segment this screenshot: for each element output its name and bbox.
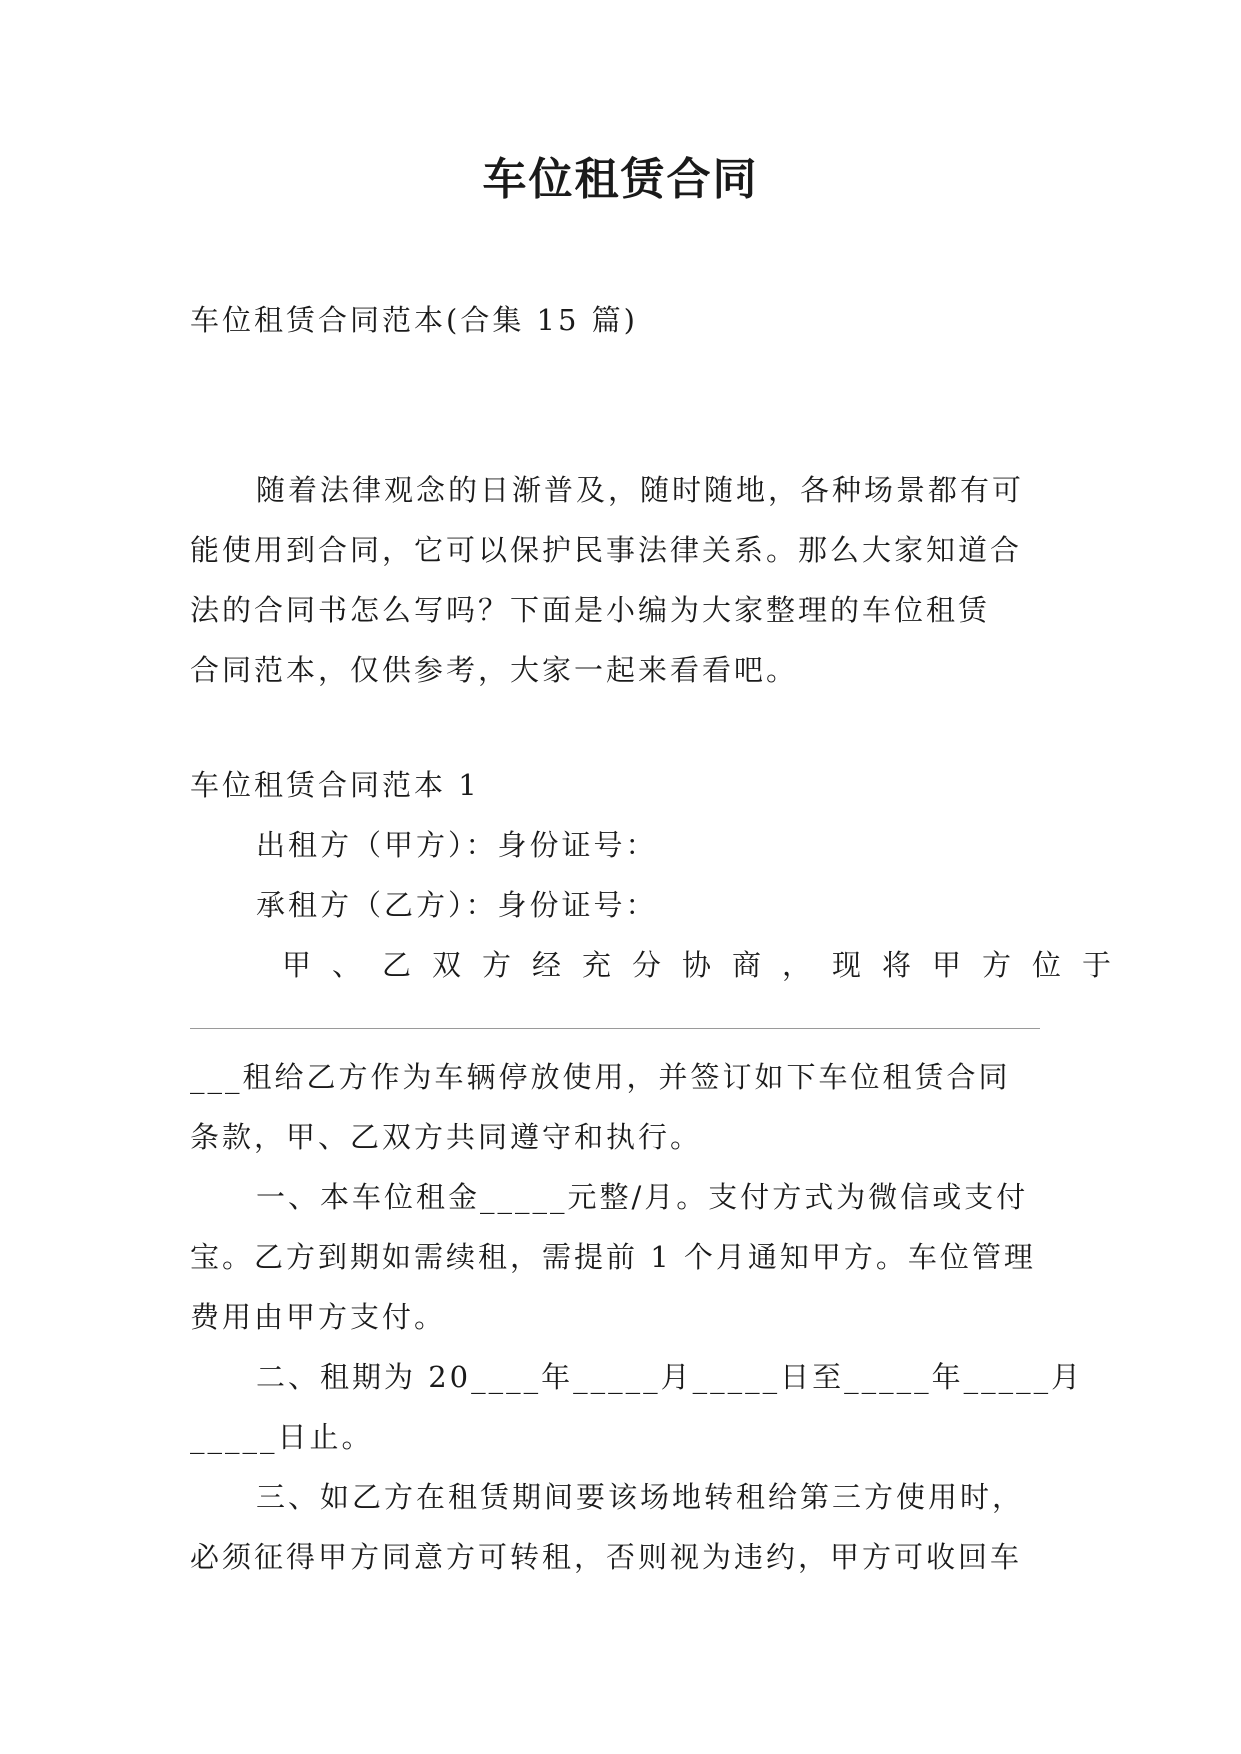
section-heading: 车位租赁合同范本 1	[190, 768, 480, 802]
clause-line: 费用由甲方支付。	[190, 1300, 447, 1334]
intro-line: 合同范本，仅供参考，大家一起来看看吧。	[190, 653, 799, 687]
party-a-line: 出租方（甲方）：身份证号：	[256, 828, 658, 862]
clause-line: 三、如乙方在租赁期间要该场地转租给第三方使用时，	[256, 1480, 1025, 1514]
intro-line: 法的合同书怎么写吗？下面是小编为大家整理的车位租赁	[190, 593, 991, 627]
intro-line: 能使用到合同，它可以保护民事法律关系。那么大家知道合	[190, 533, 1023, 567]
clause-line: 一、本车位租金_____元整/月。支付方式为微信或支付	[256, 1180, 1029, 1214]
clause-line: 条款，甲、乙双方共同遵守和执行。	[190, 1120, 703, 1154]
blank-underline	[190, 1028, 1040, 1029]
clause-line: _____日止。	[190, 1420, 374, 1454]
clause-line: 宝。乙方到期如需续租，需提前 1 个月通知甲方。车位管理	[190, 1240, 1036, 1274]
clause-line: 必须征得甲方同意方可转租，否则视为违约，甲方可收回车	[190, 1540, 1023, 1574]
party-b-line: 承租方（乙方）：身份证号：	[256, 888, 658, 922]
agreement-line: 甲、乙双方经充分协商，现将甲方位于	[282, 948, 1133, 982]
clause-line: ___租给乙方作为车辆停放使用，并签订如下车位租赁合同	[190, 1060, 1011, 1094]
intro-line: 随着法律观念的日渐普及，随时随地，各种场景都有可	[256, 473, 1025, 507]
document-subtitle: 车位租赁合同范本(合集 15 篇)	[190, 303, 638, 337]
clause-line: 二、租期为 20____年_____月_____日至_____年_____月	[256, 1360, 1084, 1394]
document-title: 车位租赁合同	[482, 154, 759, 205]
